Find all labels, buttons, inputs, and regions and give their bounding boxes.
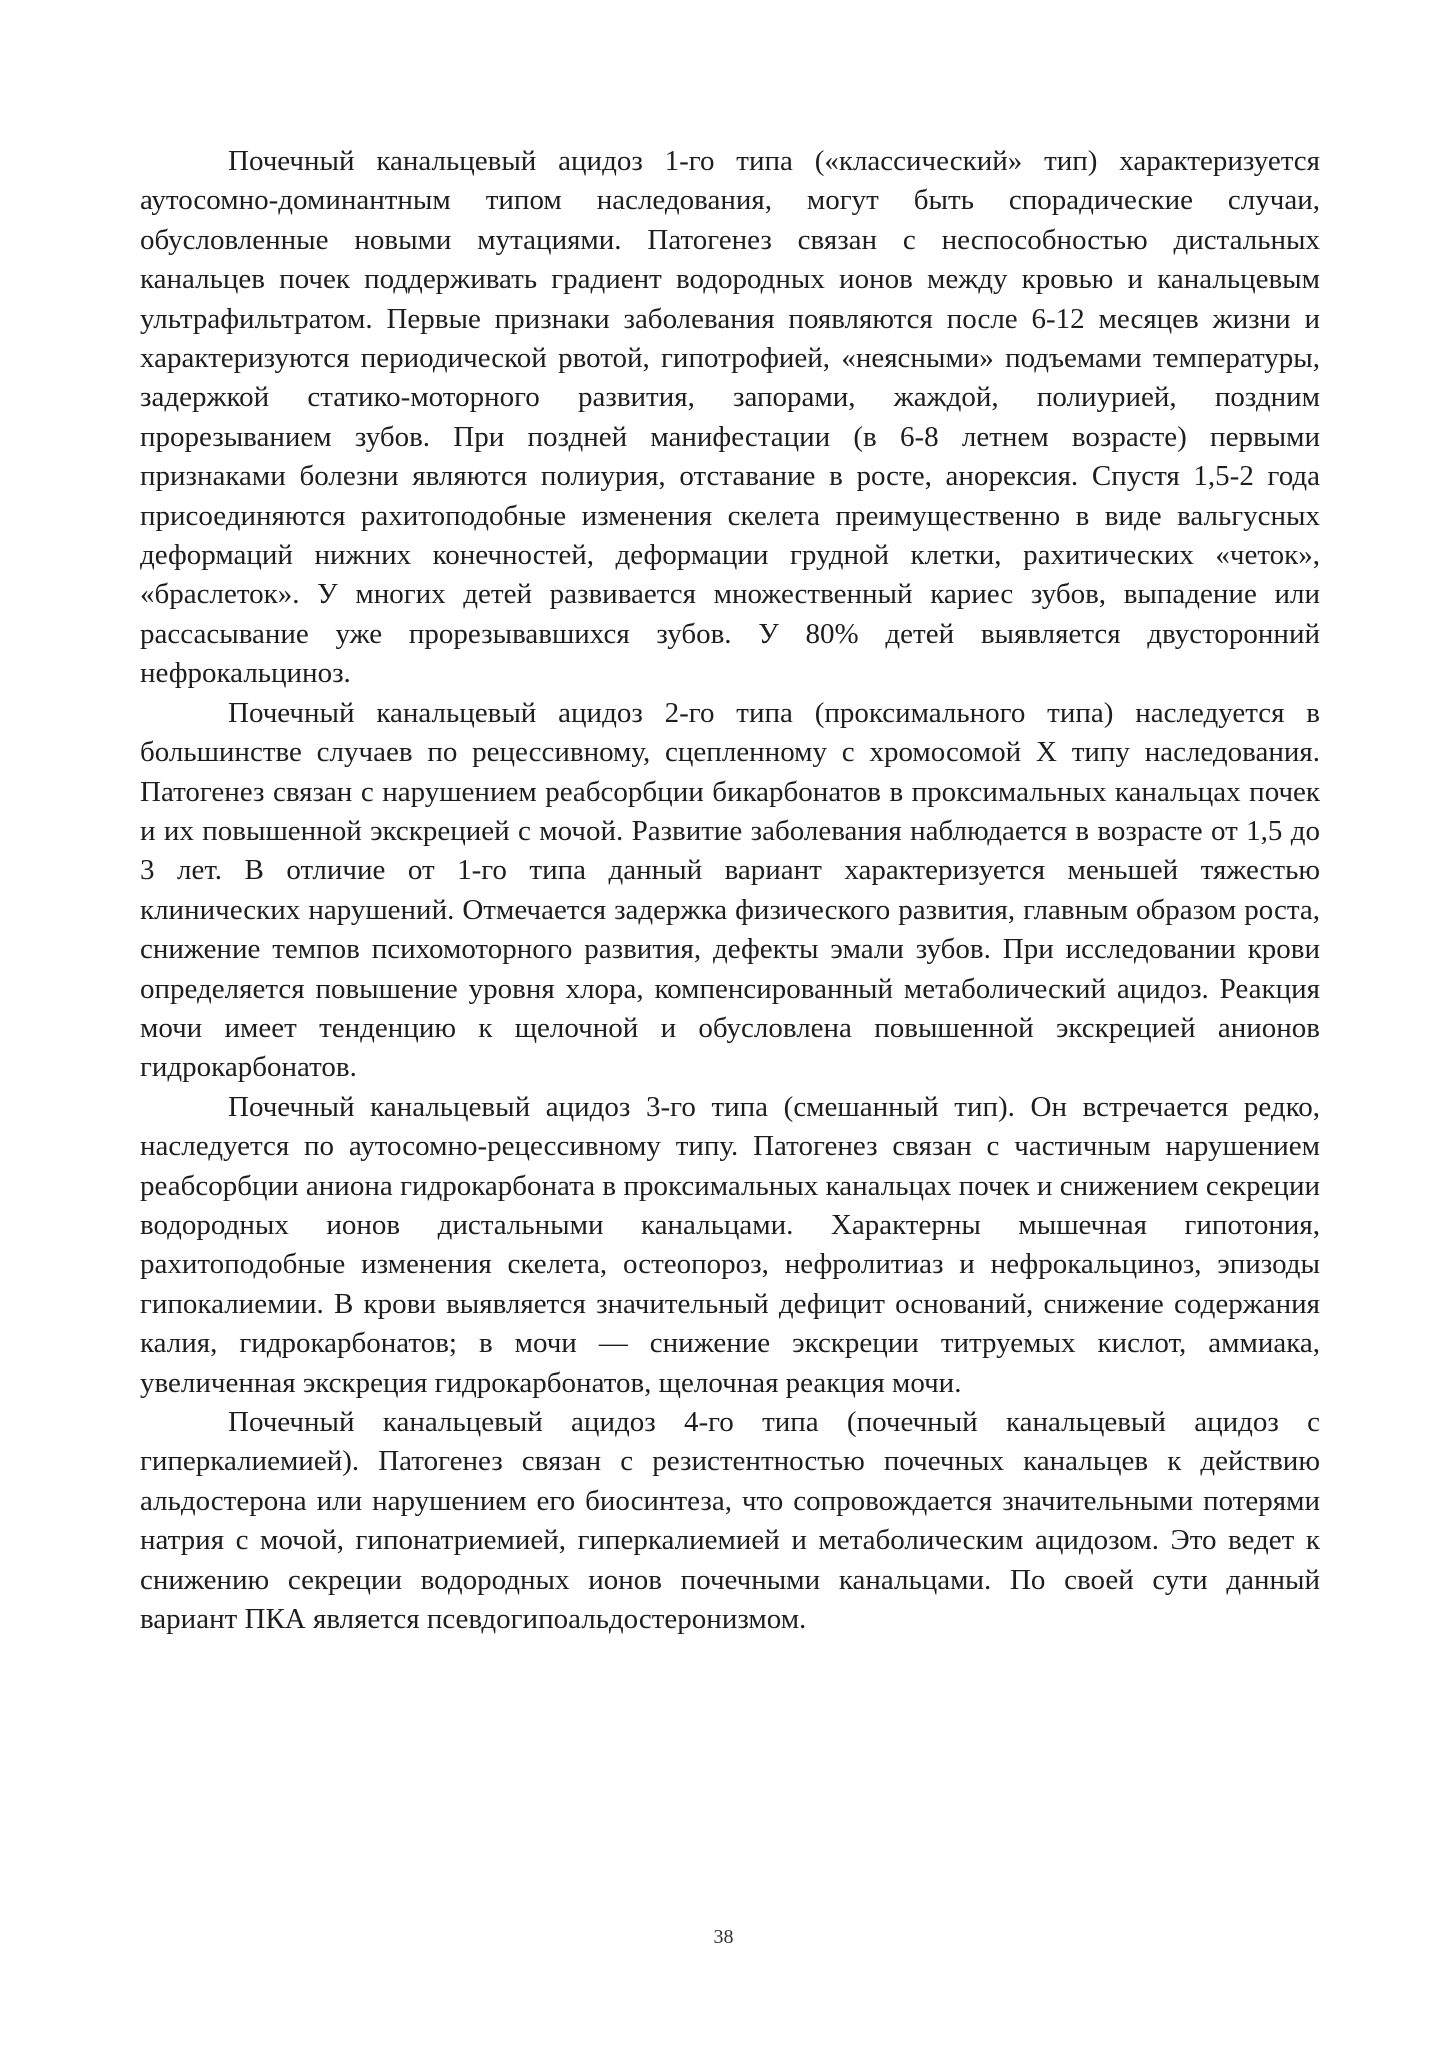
- paragraph-type-3: Почечный канальцевый ацидоз 3-го типа (смешанный тип). Он встречается редко, наследуется по аутосомно-рецессивному типу. Патогенез связан с частичным нарушением реабсорбции аниона гидрокарбоната в проксимальных канальцах почек и снижением секреции водородных ионов дистальными канальцами. Характерны мышечная гипотония, рахитоподобные изменения скелета, остеопороз, нефролитиаз и нефрокальциноз, эпизоды гипокалиемии. В крови выявляется значительный дефицит оснований, снижение содержания калия, гидрокарбонатов; в мочи — снижение экскреции титруемых кислот, аммиака, увеличенная экскреция гидрокарбонатов, щелочная реакция мочи.: [140, 1090, 1320, 1399]
- paragraph-type-1: Почечный канальцевый ацидоз 1-го типа («классический» тип) характеризуется аутосомно-доминантным типом наследования, могут быть спорадические случаи, обусловленные новыми мутациями. Патогенез связан с неспособностью дистальных канальцев почек поддерживать градиент водородных ионов между кровью и канальцевым ультрафильтратом. Первые признаки заболевания появляются после 6-12 месяцев жизни и характеризуются периодической рвотой, гипотрофией, «неясными» подъемами температуры, задержкой статико-моторного развития, запорами, жаждой, полиурией, поздним прорезыванием зубов. При поздней манифестации (в 6-8 летнем возрасте) первыми признаками болезни являются полиурия, отставание в росте, анорексия. Спустя 1,5-2 года присоединяются рахитоподобные изменения скелета преимущественно в виде вальгусных деформаций нижних конечностей, деформации грудной клетки, рахитических «четок», «браслеток». У многих детей развивается множественный кариес зубов, выпадение или рассасывание уже прорезывавшихся зубов. У 80% детей выявляется двусторонний нефрокальциноз.: [140, 145, 1320, 690]
- paragraph-type-2: Почечный канальцевый ацидоз 2-го типа (проксимального типа) наследуется в большинстве случаев по рецессивному, сцепленному с хромосомой X типу наследования. Патогенез связан с нарушением реабсорбции бикарбонатов в проксимальных канальцах почек и их повышенной экскрецией с мочой. Развитие заболевания наблюдается в возрасте от 1,5 до 3 лет. В отличие от 1-го типа данный вариант характеризуется меньшей тяжестью клинических нарушений. Отмечается задержка физического развития, главным образом роста, снижение темпов психомоторного развития, дефекты эмали зубов. При исследовании крови определяется повышение уровня хлора, компенсированный метаболический ацидоз. Реакция мочи имеет тенденцию к щелочной и обусловлена повышенной экскрецией анионов гидрокарбонатов.: [140, 696, 1320, 1084]
- page-body: [140, 142, 1320, 1639]
- page-number: 38: [713, 1926, 734, 1948]
- paragraph-type-4: Почечный канальцевый ацидоз 4-го типа (почечный канальцевый ацидоз с гиперкалиемией). Патогенез связан с резистентностью почечных канальцев к действию альдостерона или нарушением его биосинтеза, что сопровождается значительными потерями натрия с мочой, гипонатриемией, гиперкалиемией и метаболическим ацидозом. Это ведет к снижению секреции водородных ионов почечными канальцами. По своей сути данный вариант ПКА является псевдогипоальдостеронизмом.: [140, 1406, 1320, 1636]
